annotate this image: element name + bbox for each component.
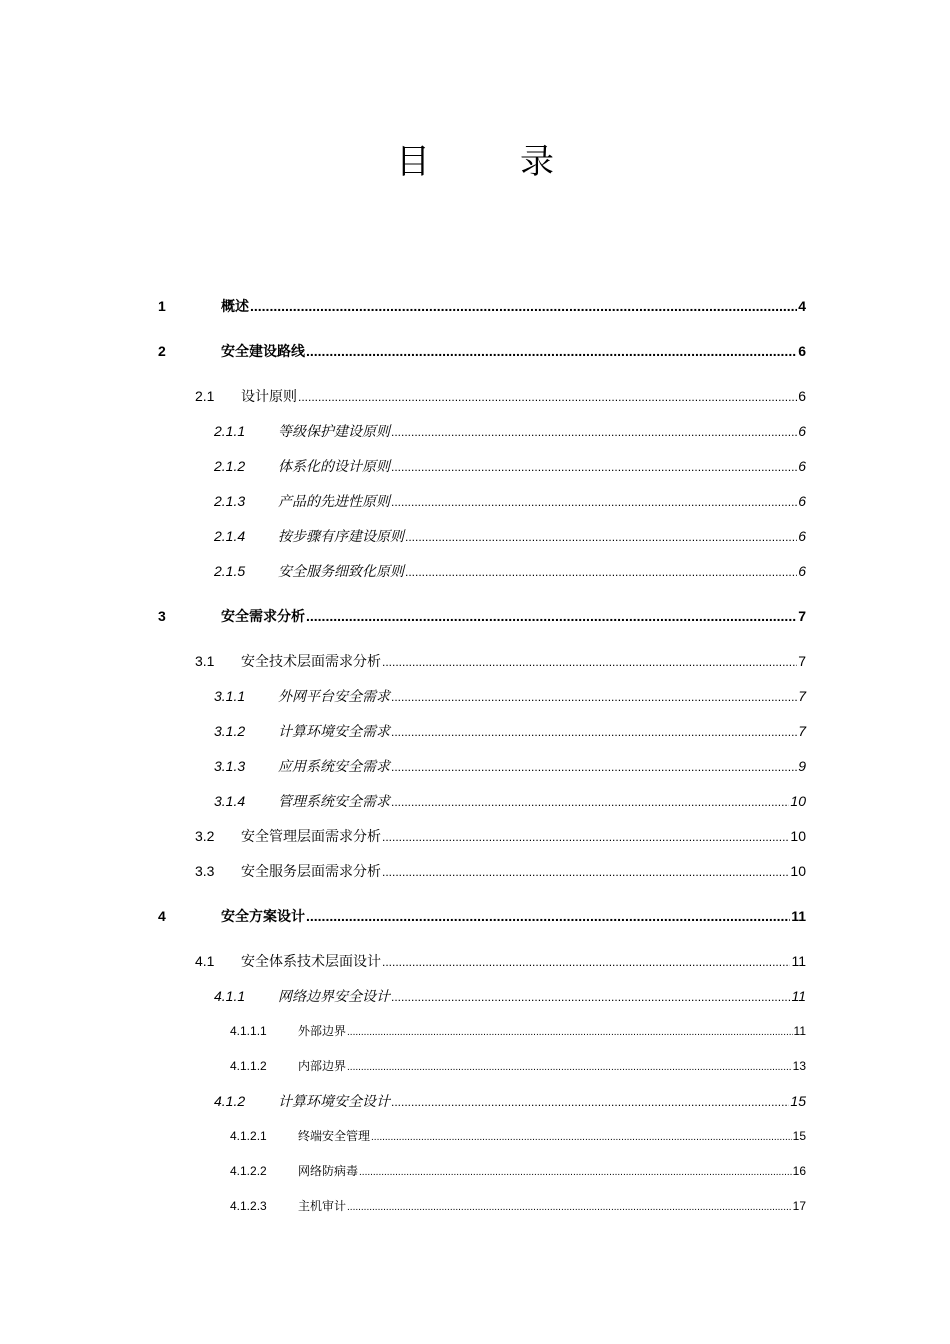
toc-dot-leader — [405, 562, 797, 582]
toc-entry[interactable] — [214, 756, 806, 776]
toc-entry-number: 4.1.2.1 — [230, 1129, 267, 1143]
toc-entry[interactable] — [195, 861, 806, 881]
toc-dot-leader — [382, 862, 789, 882]
toc-entry-number: 4.1 — [195, 953, 215, 969]
toc-entry-number: 2.1 — [195, 388, 215, 404]
toc-entry-number: 2.1.2 — [214, 458, 246, 474]
toc-entry-title: 计算环境安全设计 — [278, 1094, 390, 1110]
toc-entry[interactable] — [230, 1056, 806, 1076]
toc-entry-title: 应用系统安全需求 — [278, 759, 390, 775]
toc-entry-title: 产品的先进性原则 — [278, 494, 390, 510]
toc-dot-leader — [306, 906, 790, 926]
toc-entry-title: 外部边界 — [298, 1024, 347, 1038]
toc-entry[interactable] — [158, 341, 806, 361]
toc-entry-page: 4 — [798, 298, 806, 314]
toc-dot-leader — [391, 687, 797, 707]
toc-entry-title: 网络防病毒 — [298, 1164, 359, 1178]
toc-entry-page: 6 — [798, 423, 806, 439]
toc-entry-title: 安全需求分析 — [221, 609, 305, 625]
toc-dot-leader — [306, 341, 797, 361]
toc-entry[interactable] — [158, 296, 806, 316]
toc-dot-leader — [347, 1058, 792, 1078]
toc-entry-title: 设计原则 — [241, 389, 297, 405]
toc-entry[interactable] — [214, 791, 806, 811]
toc-dot-leader — [306, 606, 797, 626]
toc-entry-number: 4.1.1.1 — [230, 1024, 267, 1038]
toc-entry-number: 4 — [158, 908, 166, 924]
toc-dot-leader — [347, 1198, 792, 1218]
toc-entry-page: 7 — [798, 608, 806, 624]
toc-entry-title: 网络边界安全设计 — [278, 989, 390, 1005]
toc-entry-page: 9 — [798, 758, 806, 774]
toc-dot-leader — [359, 1163, 792, 1183]
toc-entry-page: 10 — [790, 793, 806, 809]
toc-entry-page: 11 — [791, 908, 806, 924]
toc-entry-page: 6 — [798, 528, 806, 544]
toc-entry-number: 4.1.1.2 — [230, 1059, 267, 1073]
toc-entry-title: 概述 — [221, 299, 249, 315]
toc-entry[interactable] — [158, 606, 806, 626]
toc-dot-leader — [250, 296, 797, 316]
toc-entry-page: 13 — [792, 1059, 806, 1073]
toc-dot-leader — [391, 757, 797, 777]
toc-entry-title: 计算环境安全需求 — [278, 724, 390, 740]
toc-entry-title: 安全服务层面需求分析 — [241, 864, 381, 880]
toc-entry-page: 6 — [798, 563, 806, 579]
toc-entry-number: 3.2 — [195, 828, 215, 844]
toc-dot-leader — [391, 987, 790, 1007]
toc-entry-page: 6 — [798, 458, 806, 474]
toc-entry-page: 6 — [798, 388, 806, 404]
toc-dot-leader — [391, 457, 797, 477]
toc-dot-leader — [391, 1092, 789, 1112]
toc-entry-page: 17 — [792, 1199, 806, 1213]
toc-entry[interactable] — [214, 561, 806, 581]
toc-entry-number: 4.1.2.3 — [230, 1199, 267, 1213]
toc-entry[interactable] — [214, 686, 806, 706]
toc-entry-page: 11 — [793, 1024, 806, 1038]
toc-dot-leader — [391, 792, 789, 812]
toc-entry[interactable] — [214, 526, 806, 546]
toc-entry-number: 2.1.3 — [214, 493, 246, 509]
toc-entry-title: 外网平台安全需求 — [278, 689, 390, 705]
toc-entry-page: 11 — [791, 988, 806, 1004]
toc-dot-leader — [382, 652, 797, 672]
toc-entry-page: 10 — [790, 863, 806, 879]
toc-entry-page: 7 — [798, 723, 806, 739]
toc-entry[interactable] — [214, 721, 806, 741]
toc-entry[interactable] — [195, 651, 806, 671]
page-title: 目 录 — [396, 142, 582, 182]
toc-dot-leader — [298, 387, 797, 407]
toc-entry-number: 2.1.5 — [214, 563, 246, 579]
toc-dot-leader — [391, 422, 797, 442]
toc-entry[interactable] — [195, 826, 806, 846]
toc-entry-number: 2.1.4 — [214, 528, 246, 544]
toc-entry-title: 安全体系技术层面设计 — [241, 954, 381, 970]
toc-entry-page: 15 — [792, 1129, 806, 1143]
toc-entry-title: 安全管理层面需求分析 — [241, 829, 381, 845]
toc-entry[interactable] — [230, 1021, 806, 1041]
toc-entry-page: 6 — [798, 493, 806, 509]
toc-entry-number: 3.1.4 — [214, 793, 246, 809]
toc-entry-number: 1 — [158, 298, 166, 314]
toc-entry-number: 3.1.2 — [214, 723, 246, 739]
toc-entry-title: 主机审计 — [298, 1199, 347, 1213]
toc-entry-page: 16 — [792, 1164, 806, 1178]
toc-entry[interactable] — [158, 906, 806, 926]
toc-entry-page: 15 — [790, 1093, 806, 1109]
toc-entry-title: 内部边界 — [298, 1059, 347, 1073]
toc-entry-title: 安全技术层面需求分析 — [241, 654, 381, 670]
toc-dot-leader — [405, 527, 797, 547]
toc-dot-leader — [382, 952, 790, 972]
toc-entry-number: 2.1.1 — [214, 423, 246, 439]
toc-entry[interactable] — [214, 421, 806, 441]
toc-entry[interactable] — [214, 491, 806, 511]
toc-entry-title: 终端安全管理 — [298, 1129, 371, 1143]
toc-entry-number: 4.1.2 — [214, 1093, 246, 1109]
toc-entry-title: 等级保护建设原则 — [278, 424, 390, 440]
toc-entry-page: 6 — [798, 343, 806, 359]
toc-entry-number: 3.1 — [195, 653, 215, 669]
toc-entry-number: 4.1.2.2 — [230, 1164, 267, 1178]
toc-entry[interactable] — [214, 986, 806, 1006]
toc-entry-title: 按步骤有序建设原则 — [278, 529, 404, 545]
toc-entry-title: 安全建设路线 — [221, 344, 305, 360]
toc-entry-page: 7 — [798, 688, 806, 704]
toc-entry-number: 3.1.3 — [214, 758, 246, 774]
toc-entry-number: 3.1.1 — [214, 688, 246, 704]
toc-dot-leader — [391, 492, 797, 512]
toc-entry-title: 安全服务细致化原则 — [278, 564, 404, 580]
toc-entry[interactable] — [214, 456, 806, 476]
toc-entry-number: 2 — [158, 343, 166, 359]
toc-entry-title: 体系化的设计原则 — [278, 459, 390, 475]
toc-dot-leader — [391, 722, 797, 742]
toc-entry-number: 4.1.1 — [214, 988, 246, 1004]
toc-dot-leader — [347, 1023, 793, 1043]
toc-entry[interactable] — [195, 386, 806, 406]
toc-entry-page: 7 — [798, 653, 806, 669]
toc-entry-title: 管理系统安全需求 — [278, 794, 390, 810]
toc-entry-title: 安全方案设计 — [221, 909, 305, 925]
toc-entry[interactable] — [195, 951, 806, 971]
toc-dot-leader — [371, 1128, 792, 1148]
toc-entry-page: 11 — [791, 953, 806, 969]
toc-entry[interactable] — [214, 1091, 806, 1111]
toc-entry[interactable] — [230, 1196, 806, 1216]
toc-entry[interactable] — [230, 1161, 806, 1181]
toc-entry-number: 3 — [158, 608, 166, 624]
toc-entry-page: 10 — [790, 828, 806, 844]
toc-dot-leader — [382, 827, 789, 847]
toc-entry-number: 3.3 — [195, 863, 215, 879]
toc-entry[interactable] — [230, 1126, 806, 1146]
